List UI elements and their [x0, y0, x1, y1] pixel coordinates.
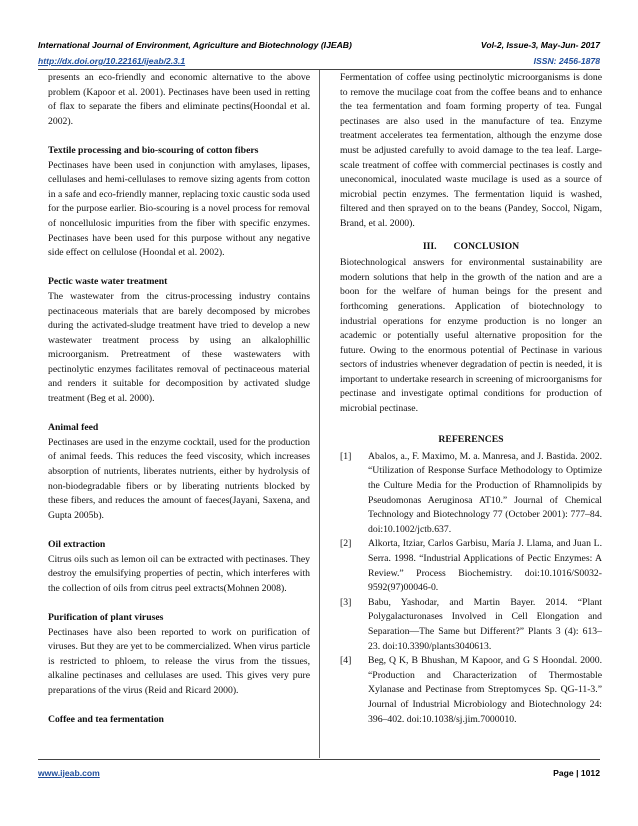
reference-text: Beg, Q K, B Bhushan, M Kapoor, and G S Hoondal. 2000. “Production and Characterization of Thermostable Xylanase and Pectinase from Streptomyces Sp. QG-11-3.” Journal of Industrial Microbiology and Biotechnology 24: 396–402. doi:10.1038/sj.jim.7000010. [368, 655, 602, 725]
reference-text: Abalos, a., F. Maximo, M. a. Manresa, and J. Bastida. 2002. “Utilization of Response Surface Methodology to Optimize the Culture Media for the Production of Rhamnolipids by Pseudomonas Aeruginosa AT10.” Journal of Chemical Technology and Biotechnology 77 (October 2001): 777–84. doi:10.1002/jctb.637. [368, 450, 602, 535]
reference-item [340, 537, 602, 595]
page-number: Page | 1012 [553, 768, 600, 778]
oil-paragraph: Citrus oils such as lemon oil can be extracted with pectinases. They destroy the emulsifying properties of pectin, which interferes with the collection of oils from citrus peel extracts(Mohnen 2008). [48, 553, 310, 594]
virus-paragraph: Pectinases have also been reported to work on purification of viruses. But they are yet to be commercialized. When virus particle is restricted to phloem, to release the virus from the tissues, alkaline pectinases and cellulases are used. This gives very pure preparations of the virus (Reid and Ricard 2000). [48, 626, 310, 696]
reference-item [340, 654, 602, 727]
reference-number: [3] [340, 596, 352, 608]
reference-number: [1] [340, 450, 352, 462]
reference-text: Alkorta, Itziar, Carlos Garbisu, María J. Llama, and Juan L. Serra. 1998. “Industrial Applications of Pectic Enzymes: A Review.” Process Biochemistry. doi:10.1016/S0032-9592(97)00046-0. [368, 538, 602, 594]
reference-number: [4] [340, 655, 352, 667]
footer-rule [38, 759, 600, 760]
reference-number: [2] [340, 538, 352, 550]
waste-paragraph: The wastewater from the citrus-processing industry contains pectinaceous materials that are barely decomposed by microbes during the activated-sludge treatment have tried to develop a new wastewater treatment process by using an alkalophillic microorganism. Pretreatment of these wastewaters with pectinolytic enzymes facilitates removal of pectinaceous material and renders it suitable for decomposition by activated sludge treatment (Beg et al. 2000). [48, 290, 310, 405]
textile-paragraph: Pectinases have been used in conjunction with amylases, lipases, cellulases and hemi-cellulases to remove sizing agents from cotton in a safe and eco-friendly manner, replacing toxic caustic soda used for the purpose earlier. Bio-scouring is a novel process for removal of noncellulosic impurities from the fiber with specific enzymes. Pectinases have been used for this purpose without any negative side effect on cellulose (Hoondal et al. 2002). [48, 159, 310, 259]
section-number: III. [422, 240, 437, 252]
textile-heading: Textile processing and bio-scouring of cotton fibers [48, 144, 259, 156]
oil-heading: Oil extraction [48, 539, 106, 550]
conclusion-heading [340, 240, 602, 255]
website-link[interactable]: www.ijeab.com [38, 768, 100, 778]
left-column [48, 71, 310, 728]
reference-text: Babu, Yashodar, and Martin Bayer. 2014. “Plant Polygalacturonases Involved in Cell Elongation and Separation—The Same but Different?” Plants 3 (4): 613–23. doi:10.3390/plants3040613. [368, 596, 602, 652]
doi-link[interactable]: http://dx.doi.org/10.22161/ijeab/2.3.1 [38, 56, 186, 66]
virus-heading: Purification of plant viruses [48, 611, 164, 623]
coffee-heading: Coffee and tea fermentation [48, 714, 164, 726]
column-separator [319, 70, 320, 758]
section-title: CONCLUSION [453, 240, 520, 252]
feed-heading: Animal feed [48, 422, 99, 434]
reference-item [340, 450, 602, 538]
journal-title: International Journal of Environment, Agriculture and Biotechnology (IJEAB) [38, 40, 352, 50]
reference-item [340, 596, 602, 654]
references-heading: REFERENCES [438, 434, 504, 446]
volume-issue: Vol-2, Issue-3, May-Jun- 2017 [480, 40, 600, 50]
waste-heading: Pectic waste water treatment [48, 276, 168, 288]
issn: ISSN: 2456-1878 [533, 56, 600, 66]
coffee-paragraph: Fermentation of coffee using pectinolytic microorganisms is done to remove the mucilage coat from the coffee beans and to enhance the tea fermentation and foam forming property of tea. Fungal pectinases are also used in the manufacture of tea. Enzyme treatment accelerates tea fermentation, although the enzyme dose must be adjusted carefully to avoid damage to the tea leaf. Large-scale treatment of coffee with commercial pectinases is costly and uneconomical, inoculated waste mucilage is used as a source of microbial pectin enzymes. The fermentation liquid is washed, filtered and then sprayed on to the beans (Pandey, Soccol, Nigam, Brand, et al. 2000). [340, 72, 602, 229]
right-column [340, 71, 602, 727]
intro-paragraph: presents an eco-friendly and economic alternative to the above problem (Kapoor et al. 2001). Pectinases have been used in retting of flax to separate the fibers and eliminate pectins(Hoondal et al. 2002). [48, 72, 310, 127]
feed-paragraph: Pectinases are used in the enzyme cocktail, used for the production of animal feeds. This reduces the feed viscosity, which increases absorption of nutrients, liberates nutrients, either by hydrolysis of non-biodegradable fibers or by liberating nutrients blocked by these fibers, and reduces the amount of faeces(Jayani, Saxena, and Gupta 2005b). [48, 436, 310, 521]
conclusion-paragraph: Biotechnological answers for environmental sustainability are modern solutions that help in the growth of the nation and are a boon for the welfare of human beings for the present and forthcoming generations. Application of biotechnology to industrial operations for enzyme production is no longer an academic or potentially useful alternative proposition for the future. Owing to the enormous potential of Pectinase in various sectors of industries whenever degradation of pectin is needed, it is important to undertake research in screening of microorganisms for pectinase and investigate optimal conditions for production of microbial pectinase. [340, 257, 602, 415]
